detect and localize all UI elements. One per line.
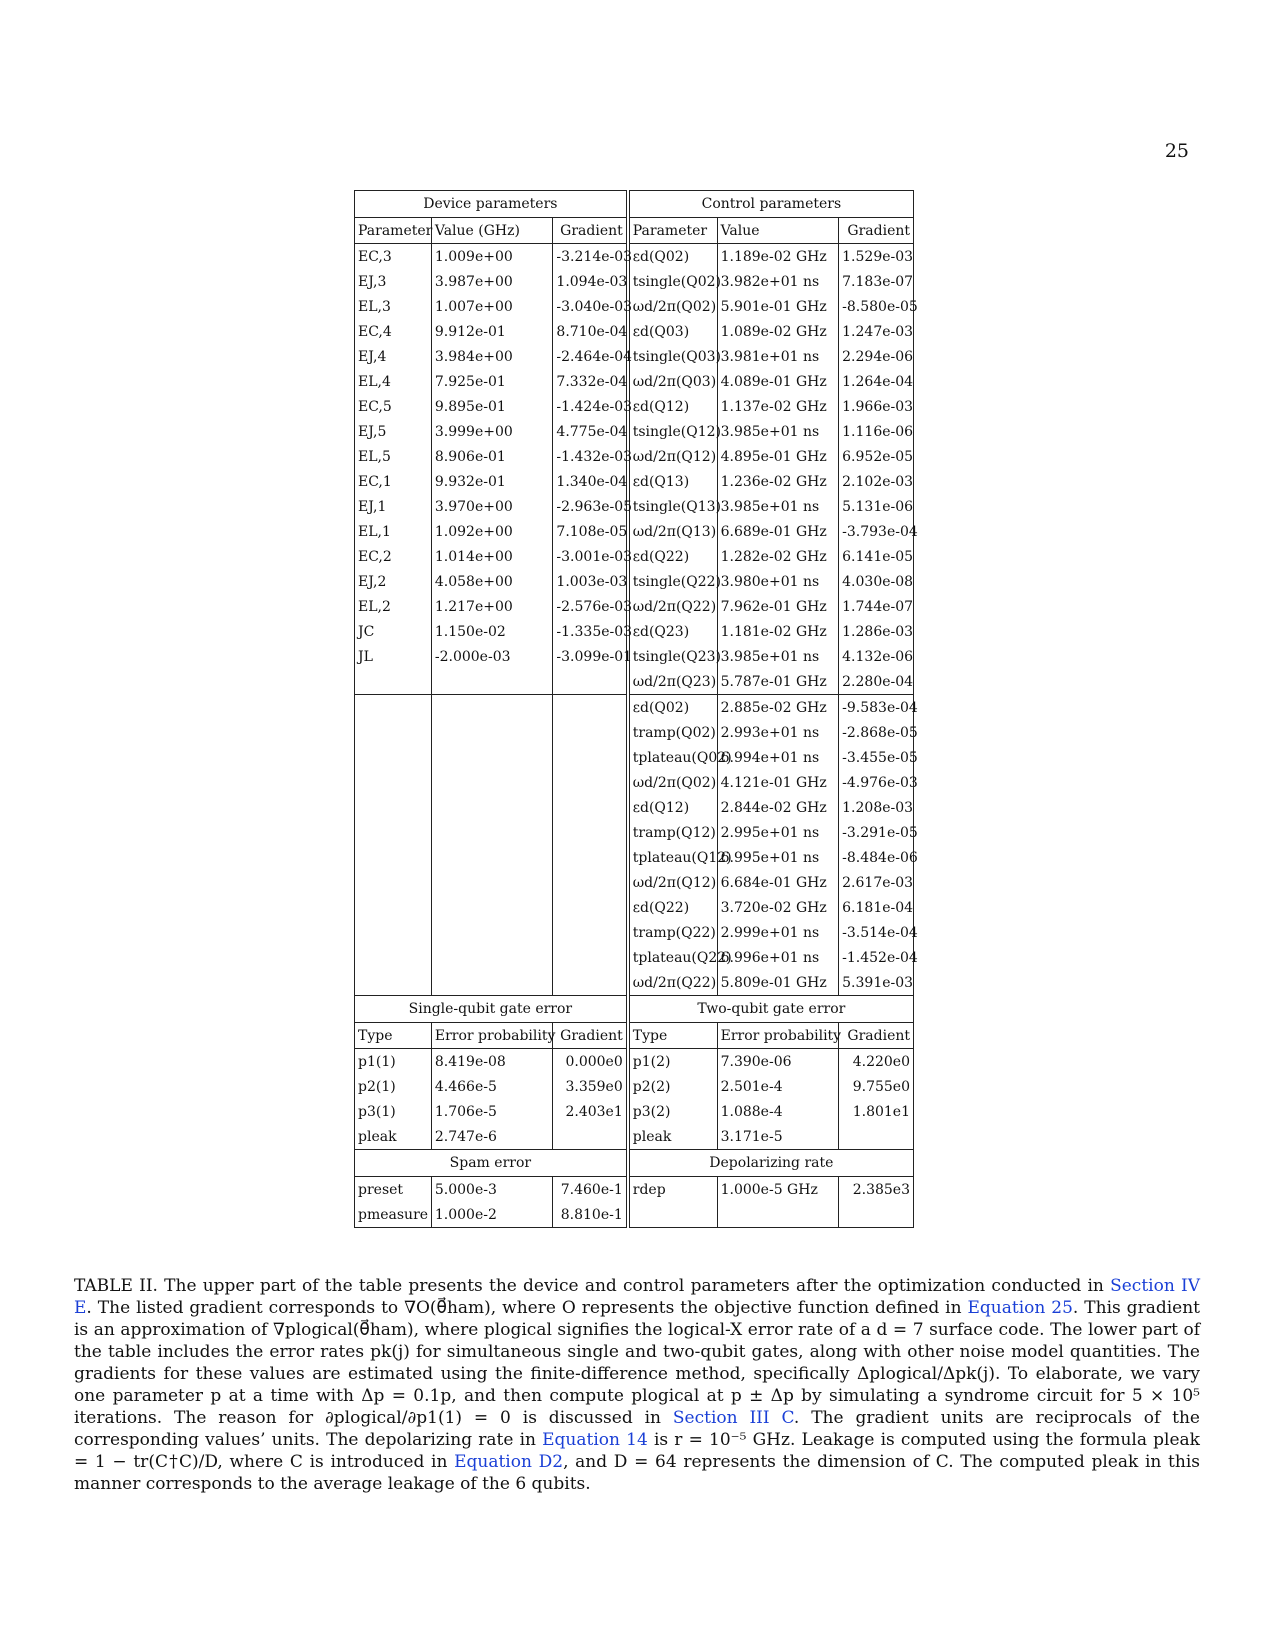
empty-cell — [431, 669, 553, 695]
control-parameter-gradient: 1.247e-03 — [839, 319, 914, 344]
control-parameter-gradient: 5.131e-06 — [839, 494, 914, 519]
control-parameter-name: εd(Q12) — [628, 394, 717, 419]
error-type: p3(1) — [355, 1099, 432, 1124]
table-row — [355, 669, 914, 695]
empty-cell — [355, 820, 432, 845]
control-parameter-value: 2.995e+01 ns — [717, 820, 839, 845]
device-parameter-value: 3.999e+00 — [431, 419, 553, 444]
column-header: Parameter — [355, 218, 432, 244]
table-row — [355, 1099, 914, 1124]
caption-link[interactable]: Equation D2 — [454, 1452, 564, 1472]
error-gradient: 4.220e0 — [839, 1049, 914, 1075]
table-row — [355, 945, 914, 970]
depol-gradient: 2.385e3 — [839, 1177, 914, 1203]
control-parameter-name: ωd/2π(Q02) — [628, 294, 717, 319]
device-parameter-name: EL,4 — [355, 369, 432, 394]
control-parameter-gradient: 1.116e-06 — [839, 419, 914, 444]
empty-cell — [431, 820, 553, 845]
device-parameter-name: EJ,4 — [355, 344, 432, 369]
column-header: Error probability — [717, 1023, 839, 1049]
empty-cell — [355, 745, 432, 770]
empty-cell — [628, 1202, 717, 1228]
device-parameter-name: EJ,5 — [355, 419, 432, 444]
control-parameter-value: 5.787e-01 GHz — [717, 669, 839, 695]
spam-probability: 1.000e-2 — [431, 1202, 553, 1228]
control-parameter-gradient: 5.391e-03 — [839, 970, 914, 996]
device-parameter-value: 3.984e+00 — [431, 344, 553, 369]
empty-cell — [355, 945, 432, 970]
empty-cell — [839, 1202, 914, 1228]
control-parameter-value: 1.089e-02 GHz — [717, 319, 839, 344]
spam-gradient: 7.460e-1 — [553, 1177, 628, 1203]
control-parameter-gradient: -1.452e-04 — [839, 945, 914, 970]
device-parameter-gradient: 7.332e-04 — [553, 369, 628, 394]
empty-cell — [553, 920, 628, 945]
column-header: Parameter — [628, 218, 717, 244]
empty-cell — [355, 720, 432, 745]
error-probability: 1.088e-4 — [717, 1099, 839, 1124]
table-row — [355, 244, 914, 270]
table-row — [355, 970, 914, 996]
table-row — [355, 594, 914, 619]
device-parameter-value: 9.912e-01 — [431, 319, 553, 344]
empty-cell — [553, 695, 628, 721]
device-parameter-name: EL,1 — [355, 519, 432, 544]
device-parameter-value: 9.932e-01 — [431, 469, 553, 494]
device-parameter-gradient: -2.576e-03 — [553, 594, 628, 619]
table-row — [355, 369, 914, 394]
control-parameter-gradient: -3.291e-05 — [839, 820, 914, 845]
spam-probability: 5.000e-3 — [431, 1177, 553, 1203]
table-row — [355, 770, 914, 795]
control-parameter-name: tsingle(Q23) — [628, 644, 717, 669]
control-parameter-gradient: 6.952e-05 — [839, 444, 914, 469]
device-parameter-gradient: -1.424e-03 — [553, 394, 628, 419]
control-parameter-name: ωd/2π(Q13) — [628, 519, 717, 544]
table-row — [355, 895, 914, 920]
empty-cell — [553, 795, 628, 820]
device-parameter-name: EL,3 — [355, 294, 432, 319]
control-parameter-value: 2.844e-02 GHz — [717, 795, 839, 820]
table-row — [355, 419, 914, 444]
control-parameter-value: 3.981e+01 ns — [717, 344, 839, 369]
control-parameter-gradient: 2.280e-04 — [839, 669, 914, 695]
caption-link[interactable]: Section III C — [672, 1408, 794, 1428]
empty-cell — [431, 870, 553, 895]
device-parameter-name: EC,1 — [355, 469, 432, 494]
caption-text: TABLE II. The upper part of the table presents the device and control parameters after the optimization conducted in — [74, 1276, 1111, 1296]
empty-cell — [553, 669, 628, 695]
control-parameter-gradient: 1.286e-03 — [839, 619, 914, 644]
error-gradient — [553, 1124, 628, 1150]
control-parameter-gradient: -8.580e-05 — [839, 294, 914, 319]
caption-text: . This gradient is an approximation of ∇plogical(θ⃗ham), where plogical signifies the logical-X error rate of a d = 7 surface code. The lower part of the table includes the error rates pk(j) for simultaneous single and two-qubit gates, along with other noise model quantities. The gradients for these values are estimated using the finite-difference method, specifically Δplogical/Δpk(j). To elaborate, we vary one parameter p at a time with Δp = 0.1p, and then compute plogical at p ± Δp by simulating a syndrome circuit for 5 × 10⁵ iterations. The reason for ∂plogical/∂p1(1) = 0 is discussed in — [74, 1298, 1200, 1428]
device-parameter-name: JC — [355, 619, 432, 644]
spam-gradient: 8.810e-1 — [553, 1202, 628, 1228]
control-parameter-gradient: 1.529e-03 — [839, 244, 914, 270]
control-parameter-name: tramp(Q12) — [628, 820, 717, 845]
control-parameter-gradient: -3.793e-04 — [839, 519, 914, 544]
error-gradient: 1.801e1 — [839, 1099, 914, 1124]
device-parameter-name: EL,5 — [355, 444, 432, 469]
empty-cell — [431, 745, 553, 770]
error-type: pleak — [355, 1124, 432, 1150]
empty-cell — [355, 770, 432, 795]
column-header: Error probability — [431, 1023, 553, 1049]
table-row — [355, 1124, 914, 1150]
control-parameter-value: 3.720e-02 GHz — [717, 895, 839, 920]
table-row — [355, 519, 914, 544]
empty-cell — [355, 870, 432, 895]
table-row — [355, 845, 914, 870]
control-parameter-name: εd(Q22) — [628, 544, 717, 569]
control-parameter-name: εd(Q02) — [628, 695, 717, 721]
table-row — [355, 870, 914, 895]
empty-cell — [431, 920, 553, 945]
upper-header-row — [355, 218, 914, 244]
empty-cell — [553, 895, 628, 920]
depol-value: 1.000e-5 GHz — [717, 1177, 839, 1203]
column-header: Type — [628, 1023, 717, 1049]
empty-cell — [355, 895, 432, 920]
device-parameter-value: 1.009e+00 — [431, 244, 553, 270]
control-parameters-title: Control parameters — [628, 191, 914, 218]
empty-cell — [553, 970, 628, 996]
control-parameter-name: tplateau(Q02) — [628, 745, 717, 770]
control-parameter-value: 7.962e-01 GHz — [717, 594, 839, 619]
table-row — [355, 745, 914, 770]
caption-text: . The gradient units are reciprocals of the corresponding values’ units. The depolarizing rate in — [74, 1408, 1200, 1450]
empty-cell — [431, 970, 553, 996]
device-parameter-gradient: -3.099e-01 — [553, 644, 628, 669]
control-parameter-value: 4.121e-01 GHz — [717, 770, 839, 795]
error-type: p2(2) — [628, 1074, 717, 1099]
control-parameter-name: ωd/2π(Q23) — [628, 669, 717, 695]
device-parameter-gradient: 1.003e-03 — [553, 569, 628, 594]
control-parameter-gradient: 7.183e-07 — [839, 269, 914, 294]
control-parameter-value: 3.985e+01 ns — [717, 644, 839, 669]
control-parameter-name: εd(Q22) — [628, 895, 717, 920]
device-parameter-value: 1.217e+00 — [431, 594, 553, 619]
table-row — [355, 1023, 914, 1049]
caption-link[interactable]: Equation 25 — [967, 1298, 1073, 1318]
control-parameter-gradient: 2.102e-03 — [839, 469, 914, 494]
error-gradient: 9.755e0 — [839, 1074, 914, 1099]
control-parameter-value: 3.985e+01 ns — [717, 419, 839, 444]
control-parameter-value: 1.137e-02 GHz — [717, 394, 839, 419]
control-parameter-name: tplateau(Q12) — [628, 845, 717, 870]
control-parameter-gradient: 6.181e-04 — [839, 895, 914, 920]
empty-cell — [355, 845, 432, 870]
control-parameter-value: 5.809e-01 GHz — [717, 970, 839, 996]
error-probability: 2.501e-4 — [717, 1074, 839, 1099]
control-parameter-name: εd(Q13) — [628, 469, 717, 494]
control-parameter-gradient: 4.030e-08 — [839, 569, 914, 594]
device-parameter-value: 3.987e+00 — [431, 269, 553, 294]
table-row — [355, 294, 914, 319]
control-parameter-gradient: -2.868e-05 — [839, 720, 914, 745]
table-row — [355, 269, 914, 294]
control-parameter-gradient: 2.617e-03 — [839, 870, 914, 895]
control-parameter-gradient: 6.141e-05 — [839, 544, 914, 569]
empty-cell — [553, 770, 628, 795]
table-row — [355, 619, 914, 644]
error-gradient: 2.403e1 — [553, 1099, 628, 1124]
table-row — [355, 1150, 914, 1177]
error-probability: 4.466e-5 — [431, 1074, 553, 1099]
device-parameter-name: EC,2 — [355, 544, 432, 569]
device-parameter-gradient: 4.775e-04 — [553, 419, 628, 444]
spam-type: pmeasure — [355, 1202, 432, 1228]
control-parameter-gradient: 1.744e-07 — [839, 594, 914, 619]
device-parameter-value: 4.058e+00 — [431, 569, 553, 594]
error-probability: 1.706e-5 — [431, 1099, 553, 1124]
control-parameter-value: 6.689e-01 GHz — [717, 519, 839, 544]
caption-link[interactable]: Section IV E — [74, 1276, 1200, 1318]
depol-type: rdep — [628, 1177, 717, 1203]
device-parameter-value: 1.014e+00 — [431, 544, 553, 569]
column-header: Value (GHz) — [431, 218, 553, 244]
device-parameter-gradient: -2.464e-04 — [553, 344, 628, 369]
device-parameter-gradient: -3.214e-03 — [553, 244, 628, 270]
device-parameter-name: EC,3 — [355, 244, 432, 270]
error-probability: 3.171e-5 — [717, 1124, 839, 1150]
table-row — [355, 920, 914, 945]
device-parameter-value: 1.150e-02 — [431, 619, 553, 644]
control-parameter-gradient: 2.294e-06 — [839, 344, 914, 369]
control-parameter-value: 6.995e+01 ns — [717, 845, 839, 870]
table-caption — [74, 1275, 1200, 1495]
device-parameters-title: Device parameters — [355, 191, 628, 218]
control-parameter-name: εd(Q02) — [628, 244, 717, 270]
error-probability: 2.747e-6 — [431, 1124, 553, 1150]
empty-cell — [355, 669, 432, 695]
column-header: Type — [355, 1023, 432, 1049]
control-parameter-value: 2.885e-02 GHz — [717, 695, 839, 721]
device-parameter-value: 3.970e+00 — [431, 494, 553, 519]
caption-text: is r = 10⁻⁵ GHz. Leakage is computed using the formula pleak = 1 − tr(C†C)/D, where C is introduced in — [74, 1430, 1200, 1472]
device-parameter-gradient: 8.710e-04 — [553, 319, 628, 344]
control-parameter-name: tsingle(Q12) — [628, 419, 717, 444]
empty-cell — [355, 970, 432, 996]
control-parameter-name: ωd/2π(Q02) — [628, 770, 717, 795]
table-row — [355, 720, 914, 745]
device-parameter-value: 1.007e+00 — [431, 294, 553, 319]
table-row — [355, 1074, 914, 1099]
device-parameter-name: EC,4 — [355, 319, 432, 344]
device-parameter-gradient: -1.432e-03 — [553, 444, 628, 469]
control-parameter-value: 5.901e-01 GHz — [717, 294, 839, 319]
device-parameter-gradient: 7.108e-05 — [553, 519, 628, 544]
control-parameter-value: 1.181e-02 GHz — [717, 619, 839, 644]
single-qubit-error-title: Single-qubit gate error — [355, 996, 628, 1023]
control-parameter-name: tsingle(Q13) — [628, 494, 717, 519]
error-gradient: 0.000e0 — [553, 1049, 628, 1075]
empty-cell — [431, 795, 553, 820]
table-row — [355, 469, 914, 494]
error-type: pleak — [628, 1124, 717, 1150]
device-parameter-name: EC,5 — [355, 394, 432, 419]
empty-cell — [553, 845, 628, 870]
table-row — [355, 569, 914, 594]
empty-cell — [431, 770, 553, 795]
control-parameter-gradient: 1.264e-04 — [839, 369, 914, 394]
device-parameter-value: 9.895e-01 — [431, 394, 553, 419]
control-parameter-name: ωd/2π(Q12) — [628, 870, 717, 895]
caption-text: . The listed gradient corresponds to ∇O(θ⃗ham), where O represents the objective function defined in — [86, 1298, 968, 1318]
control-parameter-name: εd(Q12) — [628, 795, 717, 820]
device-parameter-gradient: -3.040e-03 — [553, 294, 628, 319]
table-row — [355, 1177, 914, 1203]
control-parameter-value: 6.994e+01 ns — [717, 745, 839, 770]
control-parameter-name: tramp(Q02) — [628, 720, 717, 745]
device-parameter-value: 1.092e+00 — [431, 519, 553, 544]
empty-cell — [431, 945, 553, 970]
empty-cell — [355, 695, 432, 721]
control-parameter-name: εd(Q03) — [628, 319, 717, 344]
device-parameter-gradient: -1.335e-03 — [553, 619, 628, 644]
caption-text: , and D = 64 represents the dimension of C. The computed pleak in this manner corresponds to the average leakage of the 6 qubits. — [74, 1452, 1200, 1494]
control-parameter-value: 2.999e+01 ns — [717, 920, 839, 945]
empty-cell — [431, 720, 553, 745]
control-parameter-gradient: 1.208e-03 — [839, 795, 914, 820]
device-parameter-name: JL — [355, 644, 432, 669]
empty-cell — [717, 1202, 839, 1228]
column-header: Gradient — [839, 218, 914, 244]
error-type: p1(2) — [628, 1049, 717, 1075]
device-parameter-name: EJ,3 — [355, 269, 432, 294]
device-parameter-gradient: -3.001e-03 — [553, 544, 628, 569]
control-parameter-gradient: -3.514e-04 — [839, 920, 914, 945]
table-row — [355, 820, 914, 845]
table-row — [355, 1202, 914, 1228]
empty-cell — [355, 920, 432, 945]
control-parameter-gradient: -3.455e-05 — [839, 745, 914, 770]
table-row — [355, 1049, 914, 1075]
error-probability: 7.390e-06 — [717, 1049, 839, 1075]
error-gradient — [839, 1124, 914, 1150]
control-parameter-name: tsingle(Q22) — [628, 569, 717, 594]
device-parameter-value: -2.000e-03 — [431, 644, 553, 669]
device-parameter-gradient: -2.963e-05 — [553, 494, 628, 519]
control-parameter-value: 2.993e+01 ns — [717, 720, 839, 745]
empty-cell — [553, 745, 628, 770]
device-parameter-gradient: 1.094e-03 — [553, 269, 628, 294]
control-parameter-name: tsingle(Q03) — [628, 344, 717, 369]
control-parameter-value: 1.236e-02 GHz — [717, 469, 839, 494]
caption-link[interactable]: Equation 14 — [542, 1430, 648, 1450]
control-parameter-value: 4.895e-01 GHz — [717, 444, 839, 469]
column-header: Value — [717, 218, 839, 244]
table-row — [355, 344, 914, 369]
column-header: Gradient — [839, 1023, 914, 1049]
column-header: Gradient — [553, 1023, 628, 1049]
control-parameter-name: ωd/2π(Q03) — [628, 369, 717, 394]
control-parameter-value: 1.282e-02 GHz — [717, 544, 839, 569]
control-parameter-name: εd(Q23) — [628, 619, 717, 644]
spam-error-title: Spam error — [355, 1150, 628, 1177]
table-row — [355, 996, 914, 1023]
table-row — [355, 644, 914, 669]
spam-type: preset — [355, 1177, 432, 1203]
error-probability: 8.419e-08 — [431, 1049, 553, 1075]
control-parameter-value: 3.980e+01 ns — [717, 569, 839, 594]
column-header: Gradient — [553, 218, 628, 244]
parameter-table — [354, 190, 918, 1228]
device-parameter-name: EJ,1 — [355, 494, 432, 519]
control-parameter-name: tsingle(Q02) — [628, 269, 717, 294]
device-parameter-value: 7.925e-01 — [431, 369, 553, 394]
control-parameter-gradient: -4.976e-03 — [839, 770, 914, 795]
control-parameter-name: ωd/2π(Q12) — [628, 444, 717, 469]
control-parameter-value: 6.684e-01 GHz — [717, 870, 839, 895]
table-row — [355, 444, 914, 469]
control-parameter-gradient: -9.583e-04 — [839, 695, 914, 721]
control-parameter-gradient: -8.484e-06 — [839, 845, 914, 870]
control-parameter-value: 3.982e+01 ns — [717, 269, 839, 294]
error-type: p2(1) — [355, 1074, 432, 1099]
two-qubit-error-title: Two-qubit gate error — [628, 996, 914, 1023]
control-parameter-value: 4.089e-01 GHz — [717, 369, 839, 394]
empty-cell — [553, 870, 628, 895]
control-parameter-gradient: 1.966e-03 — [839, 394, 914, 419]
device-parameter-name: EL,2 — [355, 594, 432, 619]
table-row — [355, 544, 914, 569]
empty-cell — [431, 695, 553, 721]
empty-cell — [431, 845, 553, 870]
control-parameter-name: tplateau(Q22) — [628, 945, 717, 970]
empty-cell — [431, 895, 553, 920]
empty-cell — [553, 820, 628, 845]
control-parameter-gradient: 4.132e-06 — [839, 644, 914, 669]
device-parameter-gradient: 1.340e-04 — [553, 469, 628, 494]
table-row — [355, 319, 914, 344]
error-type: p1(1) — [355, 1049, 432, 1075]
table-row — [355, 795, 914, 820]
device-parameter-value: 8.906e-01 — [431, 444, 553, 469]
control-parameter-name: ωd/2π(Q22) — [628, 594, 717, 619]
error-type: p3(2) — [628, 1099, 717, 1124]
control-parameter-name: tramp(Q22) — [628, 920, 717, 945]
depolarizing-rate-title: Depolarizing rate — [628, 1150, 914, 1177]
empty-cell — [355, 795, 432, 820]
control-parameter-value: 6.996e+01 ns — [717, 945, 839, 970]
control-parameter-value: 1.189e-02 GHz — [717, 244, 839, 270]
table-row — [355, 394, 914, 419]
page-number: 25 — [1164, 140, 1189, 162]
error-gradient: 3.359e0 — [553, 1074, 628, 1099]
device-parameter-name: EJ,2 — [355, 569, 432, 594]
table-row — [355, 695, 914, 721]
empty-cell — [553, 720, 628, 745]
control-parameter-name: ωd/2π(Q22) — [628, 970, 717, 996]
table-row — [355, 494, 914, 519]
control-parameter-value: 3.985e+01 ns — [717, 494, 839, 519]
empty-cell — [553, 945, 628, 970]
